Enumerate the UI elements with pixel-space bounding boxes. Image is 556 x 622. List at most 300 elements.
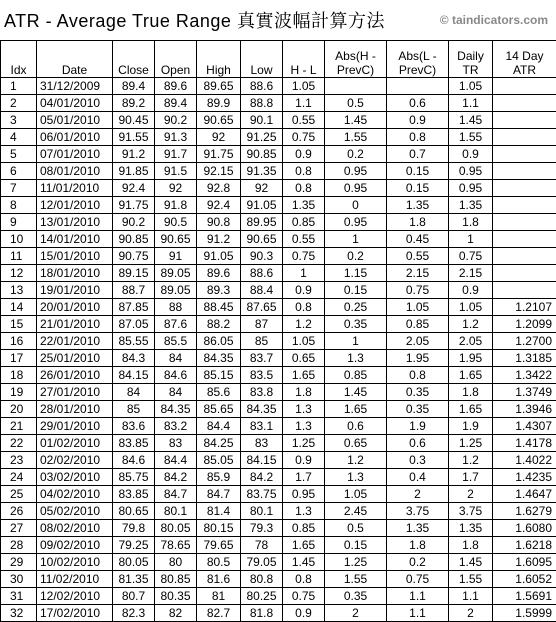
cell-close: 91.2 (113, 146, 155, 163)
cell-idx: 25 (1, 486, 37, 503)
cell-low: 83 (241, 435, 283, 452)
cell-h-l: 1.7 (283, 469, 325, 486)
table-row (1, 163, 556, 180)
cell-abs-l-prevc: 0.85 (387, 316, 449, 333)
cell-idx: 10 (1, 231, 37, 248)
cell-high: 85.6 (197, 384, 241, 401)
cell-daily-tr: 2 (449, 605, 493, 622)
cell-abs-h-prevc: 1.65 (325, 401, 387, 418)
cell-high: 86.05 (197, 333, 241, 350)
cell-atr (493, 129, 556, 146)
table-row (1, 78, 556, 95)
cell-low: 79.05 (241, 554, 283, 571)
cell-open: 91.8 (155, 197, 197, 214)
cell-high: 88.45 (197, 299, 241, 316)
cell-daily-tr: 0.9 (449, 282, 493, 299)
cell-daily-tr: 1.65 (449, 367, 493, 384)
cell-abs-h-prevc: 0.35 (325, 316, 387, 333)
cell-open: 89.05 (155, 265, 197, 282)
cell-h-l: 0.65 (283, 350, 325, 367)
cell-idx: 22 (1, 435, 37, 452)
cell-open: 90.5 (155, 214, 197, 231)
cell-abs-l-prevc: 0.35 (387, 384, 449, 401)
cell-low: 79.3 (241, 520, 283, 537)
table-row (1, 571, 556, 588)
cell-idx: 15 (1, 316, 37, 333)
cell-close: 79.8 (113, 520, 155, 537)
cell-high: 88.2 (197, 316, 241, 333)
cell-abs-h-prevc: 1 (325, 333, 387, 350)
cell-abs-l-prevc: 1.05 (387, 299, 449, 316)
cell-abs-l-prevc: 0.15 (387, 180, 449, 197)
cell-atr (493, 214, 556, 231)
cell-low: 90.1 (241, 112, 283, 129)
cell-atr: 1.3946 (493, 401, 556, 418)
cell-daily-tr: 1.55 (449, 571, 493, 588)
cell-idx: 28 (1, 537, 37, 554)
cell-daily-tr: 1.2 (449, 452, 493, 469)
cell-abs-h-prevc: 1.25 (325, 554, 387, 571)
cell-close: 84.6 (113, 452, 155, 469)
table-row (1, 503, 556, 520)
cell-abs-h-prevc: 0.95 (325, 180, 387, 197)
table-row (1, 418, 556, 435)
cell-atr: 1.2107 (493, 299, 556, 316)
cell-high: 89.3 (197, 282, 241, 299)
cell-atr: 1.6052 (493, 571, 556, 588)
cell-open: 84.4 (155, 452, 197, 469)
cell-high: 89.65 (197, 78, 241, 95)
cell-atr (493, 231, 556, 248)
cell-open: 83.2 (155, 418, 197, 435)
header-low: Low (241, 41, 283, 78)
cell-abs-h-prevc: 1.55 (325, 129, 387, 146)
cell-close: 83.85 (113, 435, 155, 452)
cell-idx: 30 (1, 571, 37, 588)
cell-daily-tr: 0.95 (449, 180, 493, 197)
cell-date: 10/02/2010 (37, 554, 113, 571)
cell-close: 84 (113, 384, 155, 401)
table-row (1, 401, 556, 418)
cell-atr: 1.6218 (493, 537, 556, 554)
cell-high: 91.05 (197, 248, 241, 265)
cell-close: 92.4 (113, 180, 155, 197)
cell-daily-tr: 1.35 (449, 197, 493, 214)
cell-h-l: 1 (283, 265, 325, 282)
page-title: ATR - Average True Range 真實波幅計算方法 (4, 7, 385, 33)
table-row (1, 469, 556, 486)
table-row (1, 333, 556, 350)
cell-date: 08/02/2010 (37, 520, 113, 537)
cell-abs-h-prevc: 1 (325, 231, 387, 248)
cell-daily-tr: 1.05 (449, 299, 493, 316)
cell-high: 82.7 (197, 605, 241, 622)
cell-atr (493, 95, 556, 112)
cell-atr (493, 197, 556, 214)
cell-abs-l-prevc: 0.4 (387, 469, 449, 486)
cell-abs-l-prevc: 0.75 (387, 571, 449, 588)
cell-low: 91.25 (241, 129, 283, 146)
cell-open: 89.05 (155, 282, 197, 299)
cell-h-l: 1.2 (283, 316, 325, 333)
cell-close: 82.3 (113, 605, 155, 622)
cell-open: 84.2 (155, 469, 197, 486)
cell-h-l: 0.9 (283, 146, 325, 163)
cell-abs-h-prevc: 0.95 (325, 214, 387, 231)
table-row (1, 605, 556, 622)
cell-close: 79.25 (113, 537, 155, 554)
cell-daily-tr: 1.7 (449, 469, 493, 486)
cell-atr: 1.5999 (493, 605, 556, 622)
cell-idx: 2 (1, 95, 37, 112)
cell-date: 02/02/2010 (37, 452, 113, 469)
cell-atr (493, 180, 556, 197)
cell-date: 04/01/2010 (37, 95, 113, 112)
cell-open: 80.05 (155, 520, 197, 537)
cell-h-l: 0.8 (283, 299, 325, 316)
table-row (1, 231, 556, 248)
cell-idx: 17 (1, 350, 37, 367)
cell-open: 82 (155, 605, 197, 622)
cell-close: 83.85 (113, 486, 155, 503)
cell-atr (493, 265, 556, 282)
cell-abs-h-prevc: 0.5 (325, 95, 387, 112)
cell-low: 90.3 (241, 248, 283, 265)
cell-h-l: 1.3 (283, 401, 325, 418)
table-row (1, 588, 556, 605)
table-row (1, 316, 556, 333)
table-row (1, 486, 556, 503)
table-row (1, 214, 556, 231)
cell-open: 87.6 (155, 316, 197, 333)
header-14-day-atr: 14 Day ATR (493, 41, 556, 78)
cell-high: 92.15 (197, 163, 241, 180)
cell-daily-tr: 1.8 (449, 214, 493, 231)
table-row (1, 537, 556, 554)
cell-abs-h-prevc: 1.55 (325, 571, 387, 588)
cell-abs-h-prevc: 1.45 (325, 112, 387, 129)
table-row (1, 384, 556, 401)
cell-abs-l-prevc: 0.8 (387, 367, 449, 384)
cell-abs-h-prevc: 0.35 (325, 588, 387, 605)
cell-date: 28/01/2010 (37, 401, 113, 418)
cell-daily-tr: 1.55 (449, 129, 493, 146)
cell-h-l: 0.85 (283, 520, 325, 537)
cell-abs-l-prevc: 1.35 (387, 197, 449, 214)
cell-h-l: 0.8 (283, 163, 325, 180)
cell-low: 85 (241, 333, 283, 350)
cell-daily-tr: 3.75 (449, 503, 493, 520)
cell-close: 81.35 (113, 571, 155, 588)
cell-date: 11/02/2010 (37, 571, 113, 588)
cell-date: 07/01/2010 (37, 146, 113, 163)
cell-open: 91.5 (155, 163, 197, 180)
cell-high: 85.65 (197, 401, 241, 418)
cell-close: 84.3 (113, 350, 155, 367)
cell-date: 06/01/2010 (37, 129, 113, 146)
cell-open: 92 (155, 180, 197, 197)
cell-abs-l-prevc: 1.8 (387, 537, 449, 554)
table-row (1, 95, 556, 112)
cell-idx: 4 (1, 129, 37, 146)
cell-h-l: 1.05 (283, 333, 325, 350)
cell-high: 85.05 (197, 452, 241, 469)
cell-abs-h-prevc: 0.85 (325, 367, 387, 384)
cell-atr: 1.4307 (493, 418, 556, 435)
cell-low: 80.25 (241, 588, 283, 605)
cell-close: 91.55 (113, 129, 155, 146)
cell-close: 87.85 (113, 299, 155, 316)
cell-close: 90.85 (113, 231, 155, 248)
cell-open: 89.4 (155, 95, 197, 112)
cell-close: 90.45 (113, 112, 155, 129)
cell-open: 91.3 (155, 129, 197, 146)
cell-abs-l-prevc: 0.35 (387, 401, 449, 418)
cell-open: 78.65 (155, 537, 197, 554)
cell-abs-l-prevc: 0.15 (387, 163, 449, 180)
cell-close: 85.55 (113, 333, 155, 350)
cell-daily-tr: 0.9 (449, 146, 493, 163)
cell-abs-l-prevc: 0.6 (387, 95, 449, 112)
cell-idx: 21 (1, 418, 37, 435)
cell-atr: 1.3749 (493, 384, 556, 401)
cell-low: 89.95 (241, 214, 283, 231)
cell-close: 83.6 (113, 418, 155, 435)
cell-abs-h-prevc: 0.15 (325, 282, 387, 299)
cell-abs-l-prevc: 2 (387, 486, 449, 503)
cell-abs-h-prevc: 2 (325, 605, 387, 622)
table-row (1, 299, 556, 316)
cell-low: 87 (241, 316, 283, 333)
cell-idx: 3 (1, 112, 37, 129)
cell-high: 91.75 (197, 146, 241, 163)
cell-high: 81 (197, 588, 241, 605)
header-daily-tr: Daily TR (449, 41, 493, 78)
cell-daily-tr: 1.1 (449, 95, 493, 112)
cell-atr: 1.3422 (493, 367, 556, 384)
cell-abs-l-prevc: 0.3 (387, 452, 449, 469)
cell-date: 08/01/2010 (37, 163, 113, 180)
cell-low: 92 (241, 180, 283, 197)
cell-atr: 1.6279 (493, 503, 556, 520)
cell-idx: 1 (1, 78, 37, 95)
cell-idx: 14 (1, 299, 37, 316)
cell-abs-h-prevc: 2.45 (325, 503, 387, 520)
cell-close: 80.7 (113, 588, 155, 605)
cell-low: 83.7 (241, 350, 283, 367)
cell-h-l: 0.8 (283, 571, 325, 588)
cell-atr: 1.4178 (493, 435, 556, 452)
cell-date: 15/01/2010 (37, 248, 113, 265)
cell-h-l: 0.8 (283, 180, 325, 197)
cell-idx: 7 (1, 180, 37, 197)
cell-idx: 12 (1, 265, 37, 282)
cell-close: 90.75 (113, 248, 155, 265)
cell-h-l: 1.65 (283, 367, 325, 384)
table-row (1, 367, 556, 384)
cell-atr: 1.3185 (493, 350, 556, 367)
cell-high: 90.8 (197, 214, 241, 231)
cell-abs-l-prevc: 2.05 (387, 333, 449, 350)
cell-close: 90.2 (113, 214, 155, 231)
cell-abs-l-prevc: 1.35 (387, 520, 449, 537)
cell-close: 85.75 (113, 469, 155, 486)
cell-idx: 20 (1, 401, 37, 418)
cell-h-l: 1.3 (283, 503, 325, 520)
cell-open: 88 (155, 299, 197, 316)
cell-low: 80.1 (241, 503, 283, 520)
table-row (1, 129, 556, 146)
cell-date: 05/01/2010 (37, 112, 113, 129)
table-row (1, 520, 556, 537)
cell-daily-tr: 1.45 (449, 554, 493, 571)
cell-h-l: 1.3 (283, 418, 325, 435)
cell-idx: 13 (1, 282, 37, 299)
cell-open: 90.65 (155, 231, 197, 248)
cell-high: 84.25 (197, 435, 241, 452)
cell-idx: 27 (1, 520, 37, 537)
cell-low: 88.6 (241, 265, 283, 282)
cell-h-l: 0.9 (283, 605, 325, 622)
cell-abs-h-prevc: 0.65 (325, 435, 387, 452)
cell-h-l: 1.8 (283, 384, 325, 401)
cell-abs-h-prevc: 0.5 (325, 520, 387, 537)
cell-high: 92.8 (197, 180, 241, 197)
atr-table (0, 40, 556, 622)
cell-high: 89.9 (197, 95, 241, 112)
cell-abs-l-prevc: 1.8 (387, 214, 449, 231)
cell-abs-h-prevc: 1.3 (325, 350, 387, 367)
cell-date: 29/01/2010 (37, 418, 113, 435)
cell-abs-l-prevc: 0.6 (387, 435, 449, 452)
cell-atr (493, 282, 556, 299)
cell-abs-h-prevc: 1.3 (325, 469, 387, 486)
cell-date: 13/01/2010 (37, 214, 113, 231)
cell-close: 89.15 (113, 265, 155, 282)
cell-h-l: 1.35 (283, 197, 325, 214)
cell-close: 89.4 (113, 78, 155, 95)
cell-abs-h-prevc: 0.25 (325, 299, 387, 316)
cell-abs-l-prevc: 0.9 (387, 112, 449, 129)
cell-low: 84.15 (241, 452, 283, 469)
header-abs-l-prevc: Abs(L - PrevC) (387, 41, 449, 78)
cell-low: 80.8 (241, 571, 283, 588)
cell-idx: 32 (1, 605, 37, 622)
cell-open: 80.85 (155, 571, 197, 588)
cell-abs-l-prevc: 0.45 (387, 231, 449, 248)
header-open: Open (155, 41, 197, 78)
cell-daily-tr: 0.75 (449, 248, 493, 265)
cell-abs-h-prevc: 1.45 (325, 384, 387, 401)
cell-daily-tr: 1.25 (449, 435, 493, 452)
cell-daily-tr: 2.15 (449, 265, 493, 282)
cell-date: 25/01/2010 (37, 350, 113, 367)
cell-abs-h-prevc (325, 78, 387, 95)
cell-idx: 5 (1, 146, 37, 163)
cell-low: 90.85 (241, 146, 283, 163)
cell-date: 20/01/2010 (37, 299, 113, 316)
cell-close: 80.65 (113, 503, 155, 520)
cell-low: 83.75 (241, 486, 283, 503)
cell-high: 80.15 (197, 520, 241, 537)
cell-close: 80.05 (113, 554, 155, 571)
cell-idx: 23 (1, 452, 37, 469)
cell-idx: 29 (1, 554, 37, 571)
cell-atr: 1.6095 (493, 554, 556, 571)
cell-idx: 11 (1, 248, 37, 265)
cell-close: 88.7 (113, 282, 155, 299)
cell-atr: 1.4022 (493, 452, 556, 469)
cell-open: 84.7 (155, 486, 197, 503)
cell-atr: 1.4235 (493, 469, 556, 486)
cell-idx: 6 (1, 163, 37, 180)
cell-daily-tr: 1.65 (449, 401, 493, 418)
cell-abs-h-prevc: 0.95 (325, 163, 387, 180)
cell-open: 84 (155, 350, 197, 367)
cell-atr: 1.6080 (493, 520, 556, 537)
table-row (1, 452, 556, 469)
cell-atr (493, 163, 556, 180)
cell-idx: 16 (1, 333, 37, 350)
cell-high: 81.6 (197, 571, 241, 588)
cell-abs-l-prevc: 3.75 (387, 503, 449, 520)
cell-atr: 1.4647 (493, 486, 556, 503)
cell-date: 18/01/2010 (37, 265, 113, 282)
cell-close: 84.15 (113, 367, 155, 384)
cell-low: 88.8 (241, 95, 283, 112)
cell-daily-tr: 2 (449, 486, 493, 503)
brand-watermark: © taindicators.com (440, 13, 548, 27)
cell-high: 85.15 (197, 367, 241, 384)
table-row (1, 435, 556, 452)
cell-date: 19/01/2010 (37, 282, 113, 299)
cell-daily-tr: 1.2 (449, 316, 493, 333)
cell-high: 84.4 (197, 418, 241, 435)
cell-low: 88.6 (241, 78, 283, 95)
cell-low: 81.8 (241, 605, 283, 622)
cell-daily-tr: 1 (449, 231, 493, 248)
cell-atr: 1.5691 (493, 588, 556, 605)
cell-high: 85.9 (197, 469, 241, 486)
cell-abs-l-prevc: 1.1 (387, 588, 449, 605)
cell-idx: 24 (1, 469, 37, 486)
cell-low: 83.8 (241, 384, 283, 401)
cell-abs-h-prevc: 0 (325, 197, 387, 214)
cell-low: 91.35 (241, 163, 283, 180)
cell-date: 21/01/2010 (37, 316, 113, 333)
cell-date: 17/02/2010 (37, 605, 113, 622)
cell-abs-l-prevc: 1.95 (387, 350, 449, 367)
cell-abs-h-prevc: 0.15 (325, 537, 387, 554)
cell-open: 84.6 (155, 367, 197, 384)
cell-daily-tr: 1.8 (449, 384, 493, 401)
cell-date: 14/01/2010 (37, 231, 113, 248)
cell-h-l: 1.25 (283, 435, 325, 452)
table-row (1, 248, 556, 265)
cell-abs-h-prevc: 0.2 (325, 146, 387, 163)
cell-high: 84.35 (197, 350, 241, 367)
cell-low: 84.2 (241, 469, 283, 486)
header-close: Close (113, 41, 155, 78)
cell-idx: 18 (1, 367, 37, 384)
cell-abs-l-prevc: 2.15 (387, 265, 449, 282)
cell-open: 84.35 (155, 401, 197, 418)
title-bar (0, 0, 556, 40)
cell-h-l: 1.45 (283, 554, 325, 571)
cell-abs-h-prevc: 0.2 (325, 248, 387, 265)
cell-h-l: 0.75 (283, 588, 325, 605)
cell-atr (493, 112, 556, 129)
